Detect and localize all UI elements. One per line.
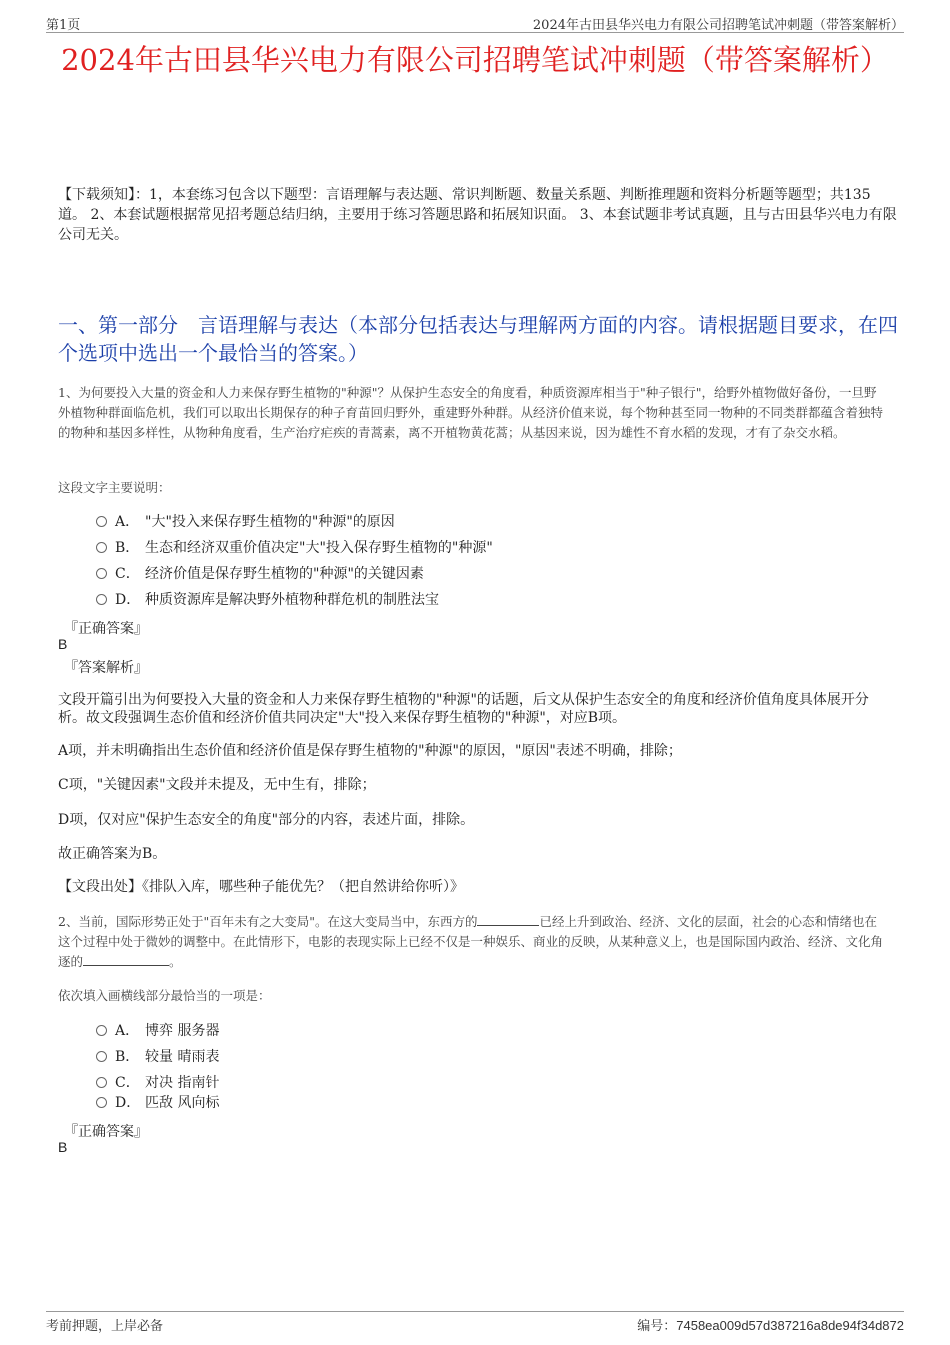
answer-label: 『正确答案』: [64, 621, 148, 637]
download-notice: 【下载须知】：1，本套练习包含以下题型：言语理解与表达题、常识判断题、数量关系题、判断推理题和资料分析题等题型；共135道。 2、本套试题根据常见招考题总结归纳，主要用于练习答题思路和拓展知识面。 3、本套试题非考试真题，且与古田县华兴电力有限公司无关。: [58, 187, 897, 243]
option-d[interactable]: D． 匹敌 风向标: [96, 1092, 219, 1114]
option-a[interactable]: A． "大"投入来保存野生植物的"种源"的原因: [96, 511, 395, 533]
page-title: 2024年古田县华兴电力有限公司招聘笔试冲刺题（带答案解析）: [61, 43, 889, 77]
answer-value: B: [58, 636, 68, 652]
section-heading: 一、第一部分 言语理解与表达（本部分包括表达与理解两方面的内容。请根据题目要求，在四个选项中选出一个最恰当的答案。）: [58, 313, 898, 365]
analysis-paragraph: D项，仅对应"保护生态安全的角度"部分的内容，表述片面，排除。: [58, 812, 475, 828]
page-header: [46, 12, 904, 33]
header-document-name: 2024年古田县华兴电力有限公司招聘笔试冲刺题（带答案解析）: [532, 18, 904, 33]
question-2-text: 2、当前，国际形势正处于"百年未有之大变局"。在这大变局当中，东西方的 已经上升到政治、经济、文化的层面，社会的心态和情绪也在这个过程中处于微妙的调整中。在此情形下，电影的表现实际上已经不仅是一种娱乐、商业的反映，从某种意义上，也是国际国内政治、经济、文化角逐的 。: [58, 914, 884, 969]
analysis-label: 『答案解析』: [64, 660, 148, 676]
option-text: 较量 晴雨表: [145, 1049, 220, 1065]
option-b[interactable]: B． 较量 晴雨表: [96, 1046, 219, 1068]
option-text: 种质资源库是解决野外植物种群危机的制胜法宝: [145, 592, 439, 608]
option-a[interactable]: A． 博弈 服务器: [96, 1020, 219, 1042]
question-1-prompt: 这段文字主要说明：: [58, 480, 171, 495]
answer-label: 『正确答案』: [64, 1124, 148, 1140]
footer-code: 编号：7458ea009d57d387216a8de94f34d872: [637, 1318, 904, 1334]
radio-icon[interactable]: [96, 516, 107, 527]
option-b[interactable]: B． 生态和经济双重价值决定"大"投入保存野生植物的"种源": [96, 537, 493, 559]
fill-blank: [477, 913, 539, 926]
analysis-paragraph: C项，"关键因素"文段并未提及，无中生有，排除；: [58, 777, 376, 793]
source-citation: 【文段出处】《排队入库，哪些种子能优先？（把自然讲给你听）》: [58, 879, 464, 895]
question-2-prompt: 依次填入画横线部分最恰当的一项是：: [58, 988, 271, 1003]
option-text: "大"投入来保存野生植物的"种源"的原因: [145, 514, 395, 530]
option-d[interactable]: D． 种质资源库是解决野外植物种群危机的制胜法宝: [96, 589, 439, 611]
analysis-conclusion: 故正确答案为B。: [58, 846, 167, 862]
radio-icon[interactable]: [96, 1025, 107, 1036]
radio-icon[interactable]: [96, 594, 107, 605]
radio-icon[interactable]: [96, 1097, 107, 1108]
option-c[interactable]: C． 经济价值是保存野生植物的"种源"的关键因素: [96, 563, 424, 585]
option-text: 匹敌 风向标: [145, 1095, 220, 1111]
page-number: 第1页: [46, 18, 81, 33]
option-text: 博弈 服务器: [145, 1023, 220, 1039]
analysis-paragraph: A项，并未明确指出生态价值和经济价值是保存野生植物的"种源"的原因，"原因"表述不明确，排除；: [58, 743, 682, 759]
page-footer: [46, 1311, 904, 1334]
option-text: 对决 指南针: [145, 1075, 220, 1091]
radio-icon[interactable]: [96, 568, 107, 579]
option-text: 经济价值是保存野生植物的"种源"的关键因素: [145, 566, 424, 582]
option-c[interactable]: C． 对决 指南针: [96, 1072, 219, 1094]
question-1-text: 1、为何要投入大量的资金和人力来保存野生植物的"种源"？从保护生态安全的角度看，种质资源库相当于"种子银行"，给野外植物做好备份，一旦野外植物种群面临危机，我们可以取出长期保存的种子育苗回归野外，重建野外种群。从经济价值来说，每个物种甚至同一物种的不同类群都蕴含着独特的物种和基因多样性，从物种角度看，生产治疗疟疾的青蒿素，离不开植物黄花蒿；从基因来说，因为雄性不育水稻的发现，才有了杂交水稻。: [58, 385, 884, 440]
answer-value: B: [58, 1139, 68, 1155]
footer-slogan: 考前押题，上岸必备: [46, 1319, 164, 1334]
radio-icon[interactable]: [96, 1077, 107, 1088]
analysis-paragraph: 文段开篇引出为何要投入大量的资金和人力来保存野生植物的"种源"的话题，后文从保护生态安全的角度和经济价值角度具体展开分析。故文段强调生态价值和经济价值共同决定"大"投入来保存野生植物的"种源"，对应B项。: [58, 692, 869, 726]
option-text: 生态和经济双重价值决定"大"投入保存野生植物的"种源": [145, 540, 493, 556]
fill-blank: [83, 953, 169, 966]
radio-icon[interactable]: [96, 542, 107, 553]
radio-icon[interactable]: [96, 1051, 107, 1062]
